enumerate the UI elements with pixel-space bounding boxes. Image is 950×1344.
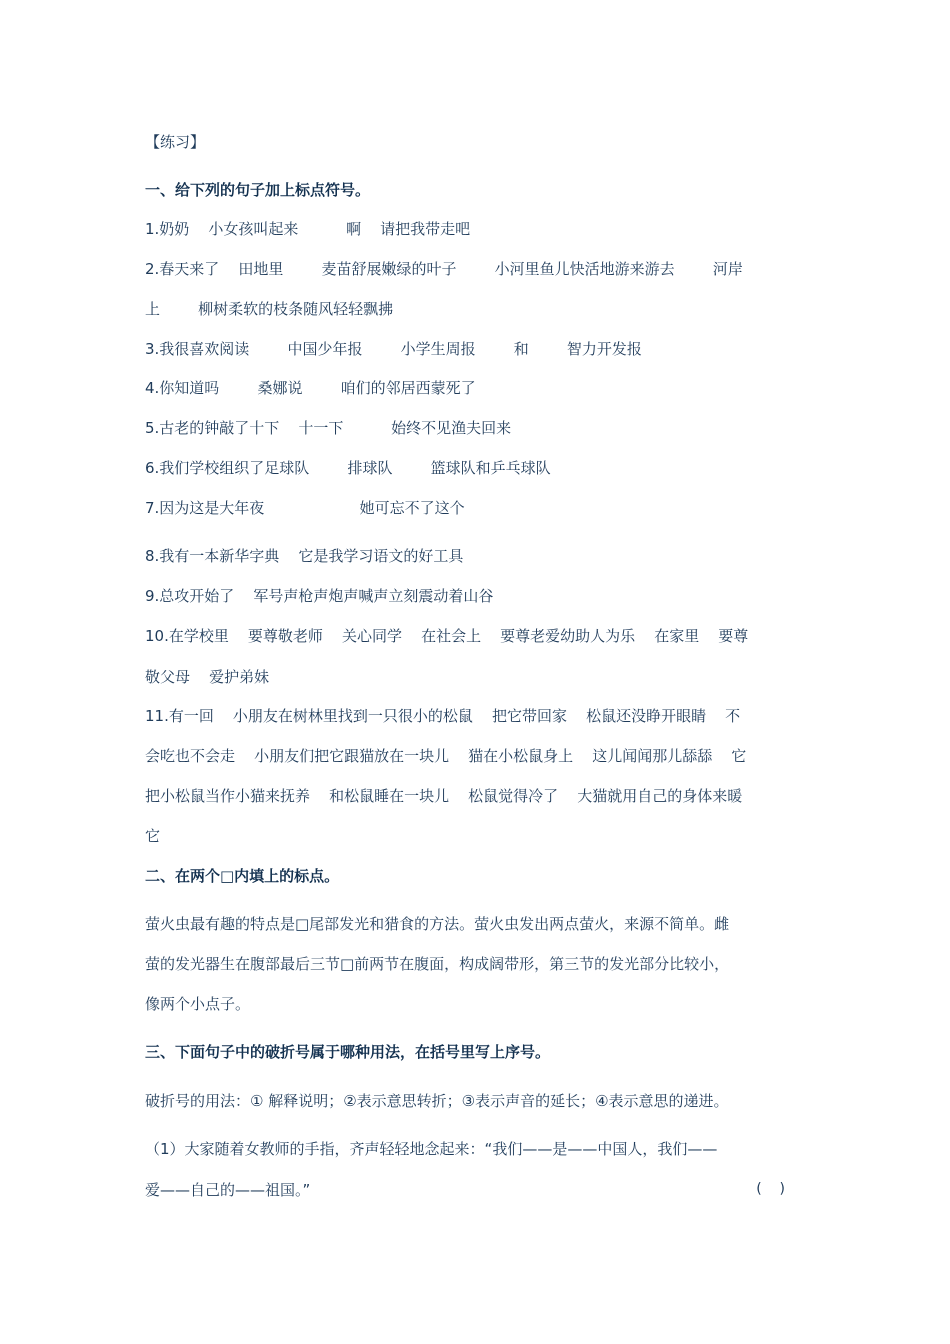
s1-line-10: 9.总攻开始了 军号声枪声炮声喊声立刻震动着山谷 <box>145 587 494 605</box>
s1-line-4: 3.我很喜欢阅读 中国少年报 小学生周报 和 智力开发报 <box>145 340 642 358</box>
section-3-title: 三、下面句子中的破折号属于哪种用法，在括号里写上序号。 <box>145 1043 551 1061</box>
s1-line-5: 4.你知道吗 桑娜说 咱们的邻居西蒙死了 <box>145 379 476 397</box>
s1-line-8: 7.因为这是大年夜 她可忘不了这个 <box>145 499 465 517</box>
s1-line-12: 敬父母 爱护弟妹 <box>145 668 270 686</box>
s3-question-1-line-2: 爱——自己的——祖国。” <box>145 1181 311 1199</box>
s1-line-13: 11.有一回 小朋友在树林里找到一只很小的松鼠 把它带回家 松鼠还没睁开眼睛 不 <box>145 707 741 725</box>
s1-line-3: 上 柳树柔软的枝条随风轻轻飘拂 <box>145 300 394 318</box>
s1-line-9: 8.我有一本新华字典 它是我学习语文的好工具 <box>145 547 464 565</box>
section-2-title: 二、在两个□内填上的标点。 <box>145 867 340 885</box>
s1-line-6: 5.古老的钟敲了十下 十一下 始终不见渔夫回来 <box>145 419 512 437</box>
practice-title: 【练习】 <box>145 133 206 151</box>
s1-line-7: 6.我们学校组织了足球队 排球队 篮球队和乒乓球队 <box>145 459 551 477</box>
section-1-title: 一、给下列的句子加上标点符号。 <box>145 181 371 199</box>
s1-line-2: 2.春天来了 田地里 麦苗舒展嫩绿的叶子 小河里鱼儿快活地游来游去 河岸 <box>145 260 743 278</box>
s3-usage-line: 破折号的用法：① 解释说明；②表示意思转折；③表示声音的延长；④表示意思的递进。 <box>145 1092 729 1110</box>
s1-line-15: 把小松鼠当作小猫来抚养 和松鼠睡在一块儿 松鼠觉得冷了 大猫就用自己的身体来暖 <box>145 787 743 805</box>
s2-line-2: 萤的发光器生在腹部最后三节□前两节在腹面，构成阔带形，第三节的发光部分比较小， <box>145 955 730 973</box>
s1-line-1: 1.奶奶 小女孩叫起来 啊 请把我带走吧 <box>145 220 471 238</box>
answer-parentheses: ( ) <box>756 1181 785 1197</box>
s1-line-14: 会吃也不会走 小朋友们把它跟猫放在一块儿 猫在小松鼠身上 这儿闻闻那儿舔舔 它 <box>145 747 747 765</box>
s2-line-3: 像两个小点子。 <box>145 995 251 1013</box>
s3-question-1-line-1: （1）大家随着女教师的手指，齐声轻轻地念起来：“我们——是——中国人，我们—— <box>145 1140 718 1158</box>
s1-line-16: 它 <box>145 827 161 845</box>
s1-line-11: 10.在学校里 要尊敬老师 关心同学 在社会上 要尊老爱幼助人为乐 在家里 要尊 <box>145 627 749 645</box>
s2-line-1: 萤火虫最有趣的特点是□尾部发光和猎食的方法。萤火虫发出两点萤火，来源不简单。雌 <box>145 915 730 933</box>
